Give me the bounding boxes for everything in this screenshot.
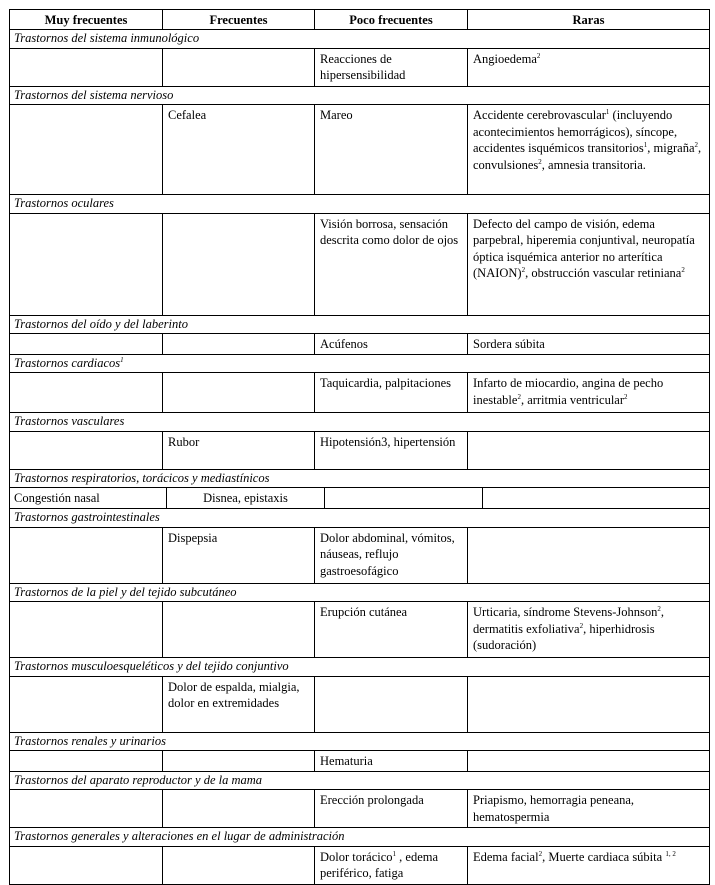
table-row — [10, 48, 710, 86]
section-title — [10, 583, 710, 602]
table-row — [10, 751, 710, 772]
table-row — [10, 334, 710, 355]
section-title — [10, 509, 710, 528]
section-title — [10, 732, 710, 751]
table-row — [10, 602, 710, 658]
header-poco-frecuentes: Poco frecuentes — [315, 10, 468, 30]
cell-muy-frecuentes — [10, 676, 163, 732]
cell-poco-frecuentes: Reacciones de hipersensibilidad — [315, 48, 468, 86]
section-title-row — [10, 658, 710, 677]
cell-muy-frecuentes — [10, 213, 163, 315]
table-row — [10, 105, 710, 195]
cell-frecuentes: Rubor — [163, 431, 315, 469]
respiratory-row-cells — [10, 488, 710, 509]
cell-frecuentes — [163, 334, 315, 355]
section-title-text: Trastornos oculares — [14, 196, 114, 210]
cell-frecuentes — [163, 602, 315, 658]
table-row — [10, 431, 710, 469]
section-title-text: Trastornos del sistema nervioso — [14, 87, 174, 102]
cell-poco-frecuentes: Erupción cutánea — [315, 602, 468, 658]
cell-raras: Defecto del campo de visión, edema parpebral, hiperemia conjuntival, neuropatía óptica isquémica anterior no arterítica (NAION)$^2$, obstrucción vascular retiniana$^2$ — [468, 213, 710, 315]
cell-muy-frecuentes — [10, 790, 163, 828]
section-title — [10, 354, 710, 373]
section-title-text: Trastornos respiratorios, torácicos y mediastínicos — [14, 470, 270, 485]
cell-frecuentes — [163, 846, 315, 884]
cell-raras: Sordera súbita — [468, 334, 710, 355]
cell-frecuentes — [163, 48, 315, 86]
section-title-text: Trastornos del oído y del laberinto — [14, 316, 188, 331]
section-title — [10, 195, 710, 214]
table-row — [10, 790, 710, 828]
section-title — [10, 315, 710, 334]
cell-poco-frecuentes: Visión borrosa, sensación descrita como dolor de ojos — [315, 213, 468, 315]
section-title — [10, 771, 710, 790]
section-title-row — [10, 732, 710, 751]
cell-raras — [483, 488, 709, 508]
section-title-text: Trastornos del sistema inmunológico — [14, 31, 200, 45]
cell-poco-frecuentes: Taquicardia, palpitaciones — [315, 373, 468, 413]
section-title-row — [10, 828, 710, 847]
cell-frecuentes — [163, 790, 315, 828]
table-row — [10, 846, 710, 884]
section-title-row — [10, 30, 710, 49]
cell-muy-frecuentes — [10, 602, 163, 658]
section-title-row — [10, 509, 710, 528]
table-row — [10, 488, 710, 509]
cell-frecuentes: Cefalea — [163, 105, 315, 195]
table-row — [10, 676, 710, 732]
cell-frecuentes — [163, 373, 315, 413]
cell-poco-frecuentes: Erección prolongada — [315, 790, 468, 828]
cell-muy-frecuentes — [10, 48, 163, 86]
cell-raras: Angioedema$^2$ — [468, 48, 710, 86]
table-row — [10, 527, 710, 583]
section-title — [10, 658, 710, 677]
section-title — [10, 86, 710, 105]
section-title — [10, 469, 710, 488]
cell-raras — [468, 751, 710, 772]
adverse-reactions-table-page — [9, 9, 709, 885]
cell-raras — [468, 676, 710, 732]
table-row — [10, 213, 710, 315]
section-title-row — [10, 195, 710, 214]
cell-frecuentes: Dispepsia — [163, 527, 315, 583]
cell-muy-frecuentes — [10, 105, 163, 195]
section-title-text: Trastornos generales y alteraciones en el lugar de administración — [14, 829, 345, 843]
header-muy-frecuentes: Muy frecuentes — [10, 10, 163, 30]
cell-muy-frecuentes — [10, 431, 163, 469]
cell-muy-frecuentes — [10, 334, 163, 355]
cell-poco-frecuentes — [315, 676, 468, 732]
cell-raras — [325, 488, 483, 508]
cell-raras: Edema facial$^2$, Muerte cardiaca súbita $^{1, 2}$ — [468, 846, 710, 884]
respiratory-row-inner — [10, 488, 709, 508]
cell-muy-frecuentes — [10, 373, 163, 413]
table-row — [10, 373, 710, 413]
cell-poco-frecuentes: Disnea, epistaxis — [167, 488, 325, 508]
section-title-row — [10, 771, 710, 790]
cell-poco-frecuentes: Hipotensión3, hipertensión — [315, 431, 468, 469]
section-title-text: Trastornos del aparato reproductor y de la mama — [14, 772, 263, 787]
cell-muy-frecuentes — [10, 751, 163, 772]
section-title-text: Trastornos gastrointestinales — [14, 510, 160, 524]
cell-poco-frecuentes: Acúfenos — [315, 334, 468, 355]
header-row — [10, 10, 710, 30]
section-title-row — [10, 469, 710, 488]
section-title — [10, 413, 710, 432]
section-title — [10, 828, 710, 847]
cell-raras — [468, 431, 710, 469]
cell-poco-frecuentes: Dolor abdominal, vómitos, náuseas, reflujo gastroesofágico — [315, 527, 468, 583]
cell-muy-frecuentes — [10, 527, 163, 583]
cell-raras: Priapismo, hemorragia peneana, hematospermia — [468, 790, 710, 828]
cell-raras: Accidente cerebrovascular$^1$ (incluyendo acontecimientos hemorrágicos), síncope, accidentes isquémicos transitorios$^1$, migraña$^2$, convulsiones$^2$, amnesia transitoria. — [468, 105, 710, 195]
section-title-footnote: 1 — [120, 355, 124, 364]
adverse-reactions-table — [9, 9, 710, 885]
cell-poco-frecuentes: Hematuria — [315, 751, 468, 772]
cell-raras — [468, 527, 710, 583]
header-frecuentes: Frecuentes — [163, 10, 315, 30]
cell-raras: Urticaria, síndrome Stevens-Johnson$^2$, dermatitis exfoliativa$^2$, hiperhidrosis (sudoración) — [468, 602, 710, 658]
section-title-row — [10, 354, 710, 373]
header-raras: Raras — [468, 10, 710, 30]
section-title-text: Trastornos de la piel y del tejido subcutáneo — [14, 584, 237, 599]
section-title-row — [10, 413, 710, 432]
cell-muy-frecuentes — [10, 846, 163, 884]
section-title — [10, 30, 710, 49]
section-title-row — [10, 583, 710, 602]
section-title-text: Trastornos renales y urinarios — [14, 733, 166, 748]
cell-frecuentes — [163, 751, 315, 772]
section-title-text: Trastornos vasculares — [14, 414, 125, 428]
section-title-text: Trastornos musculoesqueléticos y del tejido conjuntivo — [14, 659, 289, 673]
section-title-row — [10, 86, 710, 105]
section-title-text: Trastornos cardiacos — [14, 355, 121, 370]
cell-frecuentes — [163, 213, 315, 315]
section-title-row — [10, 315, 710, 334]
cell-frecuentes: Congestión nasal — [10, 488, 167, 508]
table-body — [10, 30, 710, 885]
cell-frecuentes: Dolor de espalda, mialgia, dolor en extremidades — [163, 676, 315, 732]
cell-raras: Infarto de miocardio, angina de pecho inestable$^2$, arritmia ventricular$^2$ — [468, 373, 710, 413]
cell-poco-frecuentes: Mareo — [315, 105, 468, 195]
cell-poco-frecuentes: Dolor torácico$^1$ , edema periférico, fatiga — [315, 846, 468, 884]
